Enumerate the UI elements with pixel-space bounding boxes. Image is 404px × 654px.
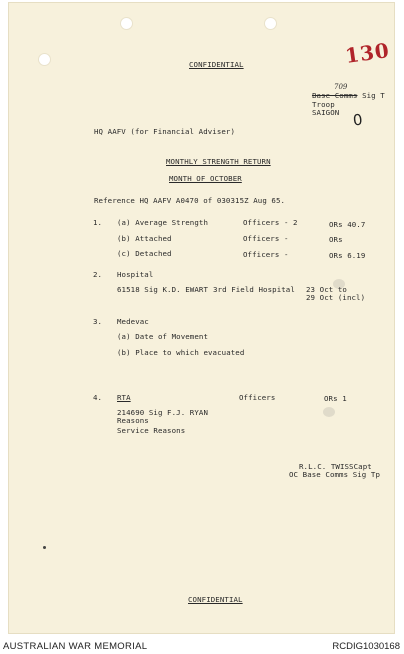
rta-reasons: Reasons	[117, 416, 149, 425]
addressee: HQ AAFV (for Financial Adviser)	[94, 127, 236, 136]
rta-entry: 214690 Sig F.J. RYAN	[117, 408, 208, 417]
classification-top: CONFIDENTIAL	[189, 60, 244, 69]
section3-number: 3.	[93, 317, 103, 326]
hospital-entry: 61518 Sig K.D. EWART	[117, 285, 208, 294]
document-page	[8, 2, 395, 634]
section1-row-label: (b) Attached	[117, 234, 172, 243]
hospital-place: 3rd Field Hospital	[213, 285, 295, 294]
section2-number: 2.	[93, 270, 103, 279]
medevac-item: (a) Date of Movement	[117, 332, 208, 341]
unit-struck: Base Comms	[312, 91, 358, 100]
archive-id: RCDIG1030168	[332, 641, 400, 652]
section1-row-officers: Officers -	[243, 250, 289, 259]
signature-name: R.L.C. TWISSCapt	[299, 462, 372, 471]
archive-name: AUSTRALIAN WAR MEMORIAL	[3, 641, 148, 652]
classification-bottom: CONFIDENTIAL	[188, 595, 243, 604]
unit-sig: Sig T	[362, 91, 385, 100]
archive-footer	[0, 634, 404, 654]
medevac-item: (b) Place to which evacuated	[117, 348, 245, 357]
hospital-dates-line1: 23 Oct to	[306, 285, 347, 294]
unit-line2: Troop	[312, 100, 335, 109]
return-subtitle: MONTH OF OCTOBER	[169, 174, 242, 183]
section1-row-ors: ORs	[329, 235, 343, 244]
punch-hole	[38, 53, 51, 66]
section4-officers: Officers	[239, 393, 276, 402]
section1-row-officers: Officers - 2	[243, 218, 298, 227]
punch-hole	[120, 17, 133, 30]
unit-line3: SAIGON	[312, 108, 340, 117]
reference-line: Reference HQ AAFV A0470 of 030315Z Aug 65.	[94, 196, 286, 205]
punch-hole	[264, 17, 277, 30]
hospital-dates-line2: 29 Oct (incl)	[306, 293, 366, 302]
section4-ors: ORs 1	[324, 394, 347, 403]
unit-hand-number: 709	[334, 83, 348, 91]
section1-number: 1.	[93, 218, 103, 227]
section1-row-ors: ORs 40.7	[329, 220, 366, 229]
rta-service-reasons: Service Reasons	[117, 426, 186, 435]
section2-heading: Hospital	[117, 270, 154, 279]
section1-row-officers: Officers -	[243, 234, 289, 243]
hand-mark: 0	[352, 110, 364, 130]
folio-number: 130	[343, 38, 392, 68]
signature-role: OC Base Comms Sig Tp	[289, 470, 380, 479]
section4-heading: RTA	[117, 393, 131, 402]
ink-smudge	[323, 407, 335, 417]
section4-number: 4.	[93, 393, 103, 402]
section1-row-label: (c) Detached	[117, 249, 172, 258]
unit-line1	[312, 91, 385, 100]
section3-heading: Medevac	[117, 317, 149, 326]
return-title: MONTHLY STRENGTH RETURN	[166, 157, 271, 166]
ink-smudge	[333, 279, 345, 289]
section1-row-ors: ORs 6.19	[329, 251, 366, 260]
stray-mark	[43, 546, 46, 549]
section1-row-label: (a) Average Strength	[117, 218, 208, 227]
